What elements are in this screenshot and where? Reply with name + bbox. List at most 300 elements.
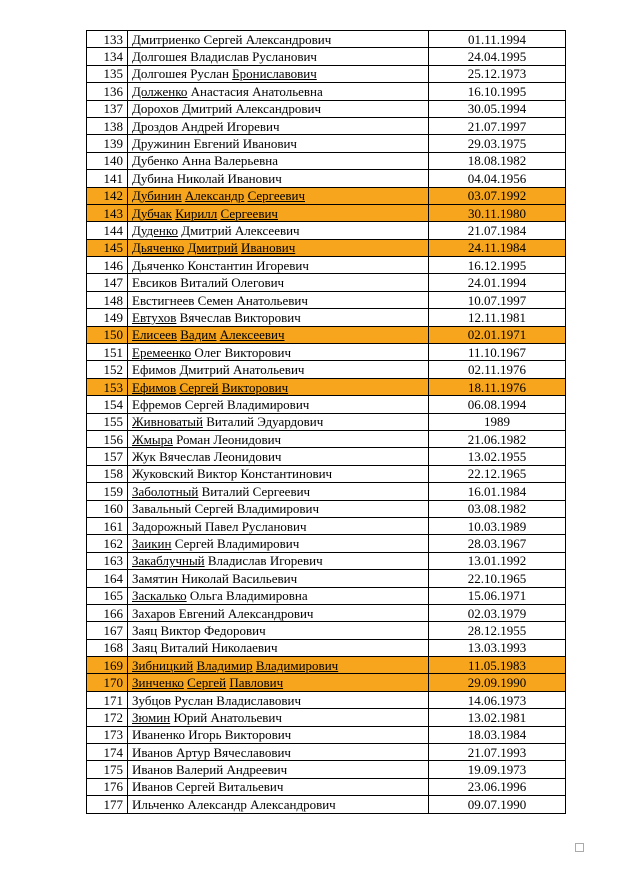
row-number: 144 (87, 222, 128, 239)
name-word: Иванов (132, 762, 173, 778)
person-name (128, 483, 429, 500)
person-name (128, 396, 429, 413)
table-row (87, 517, 566, 534)
row-number: 171 (87, 691, 128, 708)
row-number: 141 (87, 170, 128, 187)
birth-date: 06.08.1994 (429, 396, 566, 413)
birth-date: 11.05.1983 (429, 657, 566, 674)
name-word: Дружинин (132, 136, 191, 152)
name-word: Иванович (241, 240, 296, 256)
name-word: Руслан (174, 692, 214, 708)
birth-date: 18.11.1976 (429, 378, 566, 395)
name-word: Анна (181, 153, 211, 169)
person-name (128, 100, 429, 117)
table-row (87, 117, 566, 134)
name-word: Александр (184, 188, 245, 204)
table-row (87, 430, 566, 447)
row-number: 161 (87, 517, 128, 534)
row-number: 160 (87, 500, 128, 517)
name-word: Сергей (184, 396, 224, 412)
name-word: Семен (197, 292, 234, 308)
name-word: Дубчак (132, 205, 172, 221)
person-name (128, 152, 429, 169)
corner-marker-square (575, 843, 584, 852)
name-word: Владимир (196, 657, 253, 673)
table-row (87, 135, 566, 152)
row-number: 135 (87, 65, 128, 82)
person-name (128, 535, 429, 552)
table-row (87, 639, 566, 656)
row-number: 158 (87, 465, 128, 482)
person-name (128, 622, 429, 639)
person-name (128, 326, 429, 343)
table-row (87, 187, 566, 204)
birth-date: 11.10.1967 (429, 344, 566, 361)
name-word: Владимирович (227, 396, 310, 412)
name-word: Александрович (227, 605, 314, 621)
name-word: Игоревич (269, 553, 323, 569)
table-row (87, 83, 566, 100)
name-word: Русланович (252, 49, 317, 65)
name-word: Живноватый (132, 414, 203, 430)
table-row (87, 378, 566, 395)
person-name (128, 552, 429, 569)
name-word: Завальный (132, 501, 192, 517)
name-word: Павлович (229, 675, 284, 691)
person-name (128, 674, 429, 691)
name-word: Владислав (207, 553, 267, 569)
birth-date: 02.11.1976 (429, 361, 566, 378)
table-row (87, 309, 566, 326)
name-word: Виктор (160, 622, 201, 638)
name-word: Ефимов (132, 362, 177, 378)
row-number: 136 (87, 83, 128, 100)
row-number: 169 (87, 657, 128, 674)
table-row (87, 465, 566, 482)
row-number: 172 (87, 709, 128, 726)
row-number: 165 (87, 587, 128, 604)
row-number: 147 (87, 274, 128, 291)
person-name (128, 48, 429, 65)
name-word: Федорович (204, 622, 266, 638)
birth-date: 22.12.1965 (429, 465, 566, 482)
name-word: Долгошея (132, 49, 187, 65)
birth-date: 24.01.1994 (429, 274, 566, 291)
name-word: Виктор (196, 466, 238, 482)
birth-date: 24.04.1995 (429, 48, 566, 65)
name-word: Ильченко (132, 796, 185, 812)
person-name (128, 135, 429, 152)
birth-date: 02.03.1979 (429, 604, 566, 621)
row-number: 148 (87, 291, 128, 308)
person-name (128, 657, 429, 674)
name-word: Елисеев (132, 327, 177, 343)
name-word: Евгений (193, 136, 240, 152)
name-word: Дроздов (132, 118, 179, 134)
name-word: Андреевич (226, 762, 288, 778)
person-name (128, 204, 429, 221)
birth-date: 30.05.1994 (429, 100, 566, 117)
table-row (87, 761, 566, 778)
row-number: 156 (87, 430, 128, 447)
name-word: Александрович (250, 796, 336, 812)
row-number: 151 (87, 344, 128, 361)
birth-date: 25.12.1973 (429, 65, 566, 82)
row-number: 164 (87, 570, 128, 587)
name-word: Ефимов (132, 379, 177, 395)
person-name (128, 361, 429, 378)
name-word: Виталий (180, 275, 229, 291)
name-word: Дмитрий (187, 240, 238, 256)
name-word: Закаблучный (132, 553, 205, 569)
name-word: Сергей (175, 779, 215, 795)
table-row (87, 291, 566, 308)
birth-date: 13.03.1993 (429, 639, 566, 656)
person-name (128, 761, 429, 778)
birth-date: 18.08.1982 (429, 152, 566, 169)
row-number: 159 (87, 483, 128, 500)
table-row (87, 344, 566, 361)
birth-date: 24.11.1984 (429, 239, 566, 256)
name-word: Дубенко (132, 153, 179, 169)
name-word: Руслан (190, 66, 229, 82)
birth-date: 21.06.1982 (429, 430, 566, 447)
row-number: 163 (87, 552, 128, 569)
name-word: Владислав (190, 49, 249, 65)
person-name (128, 796, 429, 813)
name-word: Долженко (132, 83, 188, 99)
name-word: Русланович (241, 518, 307, 534)
name-word: Евгений (178, 605, 225, 621)
row-number: 173 (87, 726, 128, 743)
person-name (128, 500, 429, 517)
row-number: 149 (87, 309, 128, 326)
row-number: 167 (87, 622, 128, 639)
table-row (87, 709, 566, 726)
birth-date: 29.09.1990 (429, 674, 566, 691)
name-word: Викторович (221, 379, 289, 395)
birth-date: 12.11.1981 (429, 309, 566, 326)
name-word: Константинович (240, 466, 333, 482)
birth-date: 13.02.1981 (429, 709, 566, 726)
person-name (128, 344, 429, 361)
birth-date: 21.07.1984 (429, 222, 566, 239)
name-word: Юрий (173, 709, 208, 725)
table-row (87, 726, 566, 743)
table-row (87, 483, 566, 500)
name-word: Сергей (194, 501, 234, 517)
row-number: 146 (87, 257, 128, 274)
birth-date: 16.10.1995 (429, 83, 566, 100)
name-word: Евсиков (132, 275, 178, 291)
person-name (128, 517, 429, 534)
row-number: 133 (87, 31, 128, 48)
name-word: Викторович (224, 727, 292, 743)
name-word: Вадим (180, 327, 217, 343)
name-word: Замятин (132, 570, 179, 586)
table-row (87, 500, 566, 517)
name-word: Владиславович (216, 692, 301, 708)
name-word: Александрович (245, 31, 332, 47)
birth-date: 16.12.1995 (429, 257, 566, 274)
name-word: Викторович (234, 309, 301, 325)
birth-date: 13.02.1955 (429, 448, 566, 465)
birth-date: 03.07.1992 (429, 187, 566, 204)
table-row (87, 552, 566, 569)
person-name (128, 239, 429, 256)
birth-date: 04.04.1956 (429, 170, 566, 187)
table-row (87, 657, 566, 674)
name-word: Вячеслав (159, 449, 211, 465)
person-name (128, 604, 429, 621)
name-word: Брониславович (232, 66, 317, 82)
row-number: 154 (87, 396, 128, 413)
birth-date: 14.06.1973 (429, 691, 566, 708)
birth-date: 02.01.1971 (429, 326, 566, 343)
name-word: Дмитрий (181, 222, 232, 238)
birth-date: 30.11.1980 (429, 204, 566, 221)
name-word: Олегович (231, 275, 285, 291)
name-word: Валерьевна (214, 153, 278, 169)
name-word: Зюмин (132, 709, 171, 725)
person-name (128, 587, 429, 604)
person-name (128, 257, 429, 274)
row-number: 166 (87, 604, 128, 621)
person-name (128, 744, 429, 761)
name-word: Виталий (201, 483, 250, 499)
name-word: Виталий (160, 640, 209, 656)
table-row (87, 170, 566, 187)
birth-date: 09.07.1990 (429, 796, 566, 813)
table-row (87, 691, 566, 708)
person-name (128, 691, 429, 708)
name-word: Сергей (203, 31, 243, 47)
birth-date: 28.12.1955 (429, 622, 566, 639)
name-word: Кирилл (175, 205, 218, 221)
name-word: Олег (194, 344, 222, 360)
table-row (87, 396, 566, 413)
table-row (87, 622, 566, 639)
table-row (87, 239, 566, 256)
table-row (87, 152, 566, 169)
name-word: Сергей (174, 536, 214, 552)
birth-date: 19.09.1973 (429, 761, 566, 778)
person-name (128, 465, 429, 482)
birth-date: 21.07.1997 (429, 117, 566, 134)
person-name (128, 83, 429, 100)
birth-date: 28.03.1967 (429, 535, 566, 552)
name-word: Заяц (132, 640, 158, 656)
name-word: Витальевич (218, 779, 284, 795)
name-word: Николай (176, 170, 225, 186)
name-word: Игорь (188, 727, 222, 743)
person-name (128, 274, 429, 291)
name-word: Дубинин (132, 188, 182, 204)
name-word: Иванович (242, 136, 297, 152)
person-name (128, 413, 429, 430)
table-row (87, 674, 566, 691)
table-row (87, 413, 566, 430)
name-word: Жук (132, 449, 156, 465)
birth-date: 23.06.1996 (429, 778, 566, 795)
name-word: Еремеенко (132, 344, 192, 360)
person-name (128, 309, 429, 326)
name-word: Валерий (175, 762, 224, 778)
birth-date: 03.08.1982 (429, 500, 566, 517)
row-number: 175 (87, 761, 128, 778)
table-row (87, 100, 566, 117)
row-number: 174 (87, 744, 128, 761)
row-number: 138 (87, 117, 128, 134)
table-row (87, 48, 566, 65)
name-word: Заболотный (132, 483, 199, 499)
name-word: Заикин (132, 536, 172, 552)
name-word: Иванов (132, 744, 173, 760)
name-word: Владимирович (255, 657, 339, 673)
person-name (128, 65, 429, 82)
person-name (128, 31, 429, 48)
birth-date: 21.07.1993 (429, 744, 566, 761)
name-word: Эдуардович (257, 414, 324, 430)
row-number: 153 (87, 378, 128, 395)
name-word: Задорожный (132, 518, 202, 534)
name-word: Дьяченко (132, 257, 185, 273)
birth-date: 10.03.1989 (429, 517, 566, 534)
name-word: Анатольевич (233, 362, 305, 378)
name-word: Заскалько (132, 588, 187, 604)
name-word: Роман (176, 431, 211, 447)
name-word: Зинченко (132, 675, 184, 691)
name-word: Владимирович (236, 501, 320, 517)
birth-date: 13.01.1992 (429, 552, 566, 569)
name-word: Евстигнеев (132, 292, 195, 308)
name-word: Алексеевич (219, 327, 285, 343)
table-row (87, 65, 566, 82)
table-row (87, 744, 566, 761)
person-name (128, 430, 429, 447)
name-word: Анастасия (190, 83, 249, 99)
person-name (128, 726, 429, 743)
birth-date: 22.10.1965 (429, 570, 566, 587)
row-number: 145 (87, 239, 128, 256)
name-word: Владимировна (226, 588, 308, 604)
name-word: Виталий (206, 414, 254, 430)
name-word: Васильевич (232, 570, 298, 586)
table-body (87, 31, 566, 814)
name-word: Евтухов (132, 309, 177, 325)
row-number: 168 (87, 639, 128, 656)
name-word: Зубцов (132, 692, 172, 708)
person-name (128, 170, 429, 187)
row-number: 137 (87, 100, 128, 117)
table-row (87, 778, 566, 795)
name-word: Владимирович (216, 536, 300, 552)
name-word: Анатольевич (236, 292, 308, 308)
name-word: Дмитрий (179, 362, 230, 378)
row-number: 143 (87, 204, 128, 221)
person-name (128, 378, 429, 395)
table-row (87, 570, 566, 587)
name-word: Жуковский (132, 466, 194, 482)
table-row (87, 274, 566, 291)
birth-date: 10.07.1997 (429, 291, 566, 308)
name-word: Ольга (189, 588, 223, 604)
table-row (87, 326, 566, 343)
name-word: Ефремов (132, 396, 182, 412)
name-word: Артур (175, 744, 211, 760)
person-name (128, 117, 429, 134)
name-word: Иваненко (132, 727, 185, 743)
person-name (128, 222, 429, 239)
name-word: Александрович (235, 101, 322, 117)
person-name (128, 709, 429, 726)
name-word: Сергеевич (220, 205, 278, 221)
name-word: Николаевич (211, 640, 278, 656)
row-number: 157 (87, 448, 128, 465)
name-word: Алексеевич (234, 222, 300, 238)
birth-date: 18.03.1984 (429, 726, 566, 743)
table-row (87, 204, 566, 221)
row-number: 176 (87, 778, 128, 795)
name-word: Дорохов (132, 101, 179, 117)
table-row (87, 257, 566, 274)
birth-date: 15.06.1971 (429, 587, 566, 604)
name-word: Сергей (179, 379, 219, 395)
person-name (128, 187, 429, 204)
row-number: 170 (87, 674, 128, 691)
table-row (87, 535, 566, 552)
name-word: Анатольевич (210, 709, 282, 725)
name-word: Иванович (227, 170, 282, 186)
name-word: Сергей (187, 675, 227, 691)
birth-date: 01.11.1994 (429, 31, 566, 48)
name-word: Викторович (224, 344, 291, 360)
birth-date: 29.03.1975 (429, 135, 566, 152)
name-word: Дубина (132, 170, 174, 186)
person-name (128, 778, 429, 795)
name-word: Дмитриенко (132, 31, 201, 47)
name-word: Николай (181, 570, 229, 586)
name-word: Анатольевна (252, 83, 323, 99)
table-row (87, 31, 566, 48)
name-word: Александр (187, 796, 247, 812)
roster-table (86, 30, 566, 814)
name-word: Павел (204, 518, 239, 534)
name-word: Иванов (132, 779, 173, 795)
name-word: Долгошея (132, 66, 187, 82)
name-word: Вячеслав (179, 309, 232, 325)
name-word: Зибницкий (132, 657, 194, 673)
row-number: 140 (87, 152, 128, 169)
table-row (87, 222, 566, 239)
row-number: 142 (87, 187, 128, 204)
name-word: Игоревич (226, 118, 280, 134)
name-word: Жмыра (132, 431, 173, 447)
row-number: 134 (87, 48, 128, 65)
name-word: Сергеевич (252, 483, 311, 499)
person-name (128, 570, 429, 587)
name-word: Константин (187, 257, 253, 273)
row-number: 177 (87, 796, 128, 813)
name-word: Захаров (132, 605, 176, 621)
name-word: Леонидович (213, 431, 282, 447)
name-word: Игоревич (256, 257, 309, 273)
person-name (128, 639, 429, 656)
name-word: Леонидович (213, 449, 282, 465)
name-word: Заяц (132, 622, 158, 638)
table-row (87, 361, 566, 378)
name-word: Вячеславович (213, 744, 291, 760)
